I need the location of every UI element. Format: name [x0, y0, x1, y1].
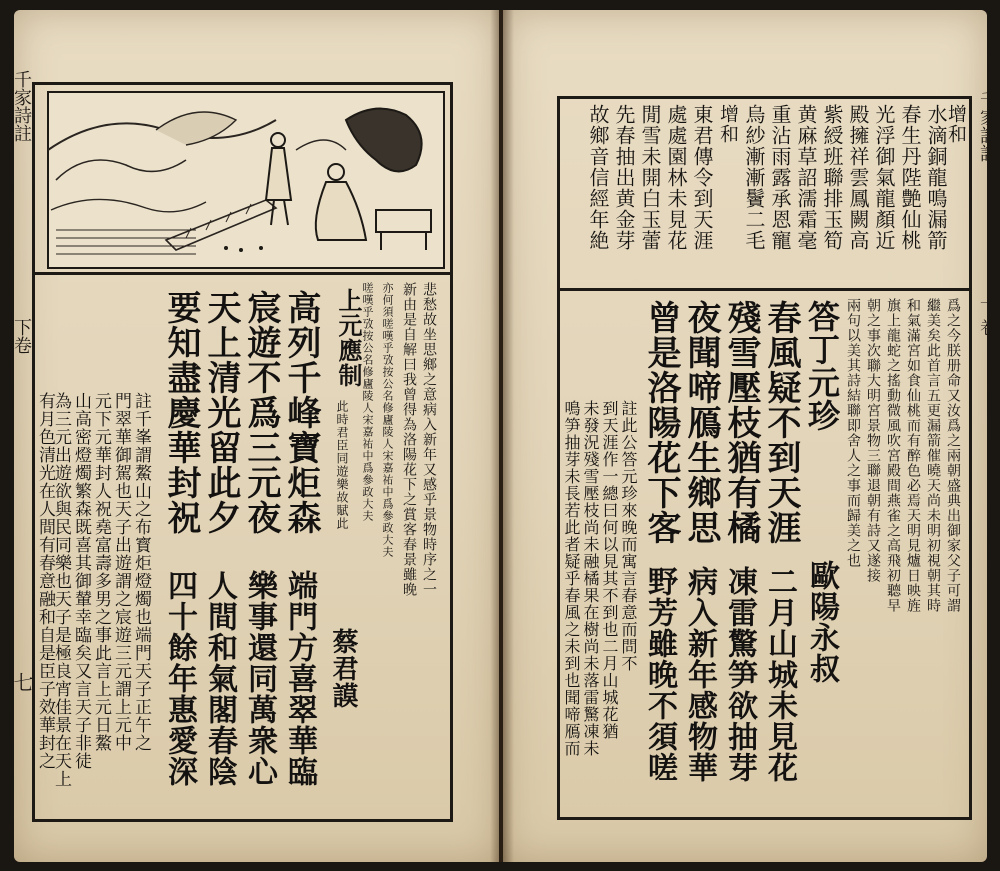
left-commentary-bottom-2: 門翠華御駕也天子出遊謂之宸遊三元謂上元中	[111, 392, 131, 752]
right-commentary-top-2: 繼美矣此首言五更漏箭催曉天尚未明初視朝其時	[925, 298, 941, 613]
right-top-heading-2: 增和	[717, 104, 739, 144]
right-commentary-top-4: 旗上龍蛇之搖動微風吹宮殿間燕雀之高飛初聽早	[885, 298, 901, 613]
right-poem-line-8: 野芳雖晚不須嗟	[642, 566, 677, 783]
right-commentary-bottom-4: 鳴笋抽芽未長若此者疑乎春風之未到也聞啼鴈而	[562, 400, 581, 757]
right-poem-line-1: 春風疑不到天涯	[761, 300, 801, 545]
left-poem-line-5: 端門方喜翠華臨	[282, 570, 317, 787]
left-poem-author: 蔡君謨	[328, 628, 358, 709]
left-poem-line-2: 宸遊不爲三元夜	[241, 290, 281, 535]
left-commentary-bottom-3: 元下元華封人祝堯富壽多男之事此言上元日鰲	[91, 392, 111, 752]
right-commentary-bottom-1: 註此公答元珍來晚而寓言春意而問不	[619, 400, 638, 672]
right-poem-title: 答丁元珍	[803, 300, 841, 432]
right-top-line-9: 東君傳令到天涯	[690, 104, 714, 251]
right-top-divider	[557, 288, 972, 291]
right-top-heading-1: 增和	[945, 104, 967, 144]
left-margin-title: 千家詩註	[11, 70, 32, 142]
left-commentary-bottom-1: 註千峯謂鰲山之布寳炬燈燭也端門天子正午之	[131, 392, 151, 752]
right-commentary-top-6: 兩句以美其詩結聯即舍人之事而歸美之也	[845, 298, 861, 568]
right-top-line-2: 春生丹陛艶仙桃	[898, 104, 922, 251]
woodblock-illustration	[46, 90, 446, 270]
left-commentary-top-2: 新由是自解曰我曾得為洛陽花下之賞客春景雖晚	[401, 282, 417, 597]
right-commentary-bottom-3: 未發況殘雪壓枝尚未融橘果在樹尚未落雷驚凍未	[581, 400, 600, 757]
right-top-line-6: 黄麻草詔濡霜毫	[794, 104, 818, 251]
left-poem-line-7: 人間和氣閣春陰	[202, 570, 237, 787]
right-poem-line-3: 夜聞啼鴈生鄉思	[681, 300, 721, 545]
left-poem-line-4: 要知盡慶華封祝	[161, 290, 201, 535]
right-commentary-top-1: 爲之今朕册命又汝爲之兩朝盛典出御家父子可謂	[945, 298, 961, 613]
left-poem-line-1: 高列千峰寶炬森	[281, 290, 321, 535]
left-commentary-bottom-4: 山高密燈燭繁森既喜其御輦幸臨矣又言天子非徒	[71, 392, 91, 770]
right-top-line-12: 先春抽出黄金芽	[612, 104, 636, 251]
left-poem-line-8: 四十餘年惠愛深	[162, 570, 197, 787]
right-poem-line-6: 凍雷驚笋欲抽芽	[722, 566, 757, 783]
left-poem-title: 上元應制	[334, 288, 363, 388]
left-commentary-top-3: 亦何須嗟嘆乎攷按公名修廬陵人宋嘉祐中爲參政大夫	[381, 282, 394, 558]
right-margin-title: 千家詩註	[977, 90, 998, 162]
right-poem-line-5: 二月山城未見花	[762, 566, 797, 783]
left-commentary-bottom-5: 為三元出遊欲與民同樂也天子是極良宵佳景在天上	[51, 392, 71, 788]
right-top-line-3: 光浮御氣龍顏近	[872, 104, 896, 251]
left-poem-line-3: 天上清光留此夕	[201, 290, 241, 535]
right-margin-volume: 下卷	[977, 300, 998, 336]
right-commentary-top-3: 和氣滿宮如食仙桃而有醉色必焉天明見爐日映旌	[905, 298, 921, 613]
book-gutter	[490, 10, 514, 862]
left-commentary-top-4: 嗟嘆乎攷按公名修廬陵人宋嘉祐中爲參政大夫	[361, 282, 374, 522]
right-poem-line-2: 殘雪壓枝猶有橘	[721, 300, 761, 545]
left-commentary-bottom-6: 有月色清光在人間有春意融和自是臣子效華封之	[35, 392, 55, 770]
right-top-line-10: 處處園林未見花	[664, 104, 688, 251]
right-commentary-top-5: 朝之事次聯大明宮景物三聯退朝有詩又遂接	[865, 298, 881, 583]
right-top-line-7: 重沾雨露承恩寵	[768, 104, 792, 251]
right-top-line-5: 紫綬班聯排玉筍	[820, 104, 844, 251]
right-poem-author: 歐陽永叔	[804, 560, 839, 684]
left-commentary-top-1: 悲愁故坐思鄉之意病入新年又感乎景物時序之一	[421, 282, 437, 597]
right-commentary-bottom-2: 到天涯作一總曰何以見其不到也二月山城花猶	[600, 400, 619, 740]
left-illustration-divider	[32, 272, 453, 275]
left-poem-title-note: 此時君臣同遊樂故賦此	[335, 400, 349, 530]
right-poem-line-4: 曾是洛陽花下客	[641, 300, 681, 545]
left-margin-folio: 七	[10, 672, 34, 692]
left-poem-line-6: 樂事還同萬衆心	[242, 570, 277, 787]
right-poem-line-7: 病入新年感物華	[682, 566, 717, 783]
right-top-line-1: 水滴銅龍鳴漏箭	[924, 104, 948, 251]
right-top-line-4: 殿擁祥雲鳳闕高	[846, 104, 870, 251]
right-top-line-8: 烏紗漸漸鬢二毛	[742, 104, 766, 251]
left-margin-volume: 下卷	[11, 318, 32, 354]
right-top-line-13: 故鄉音信經年絶	[586, 104, 610, 251]
right-top-line-11: 閒雪未開白玉蕾	[638, 104, 662, 251]
